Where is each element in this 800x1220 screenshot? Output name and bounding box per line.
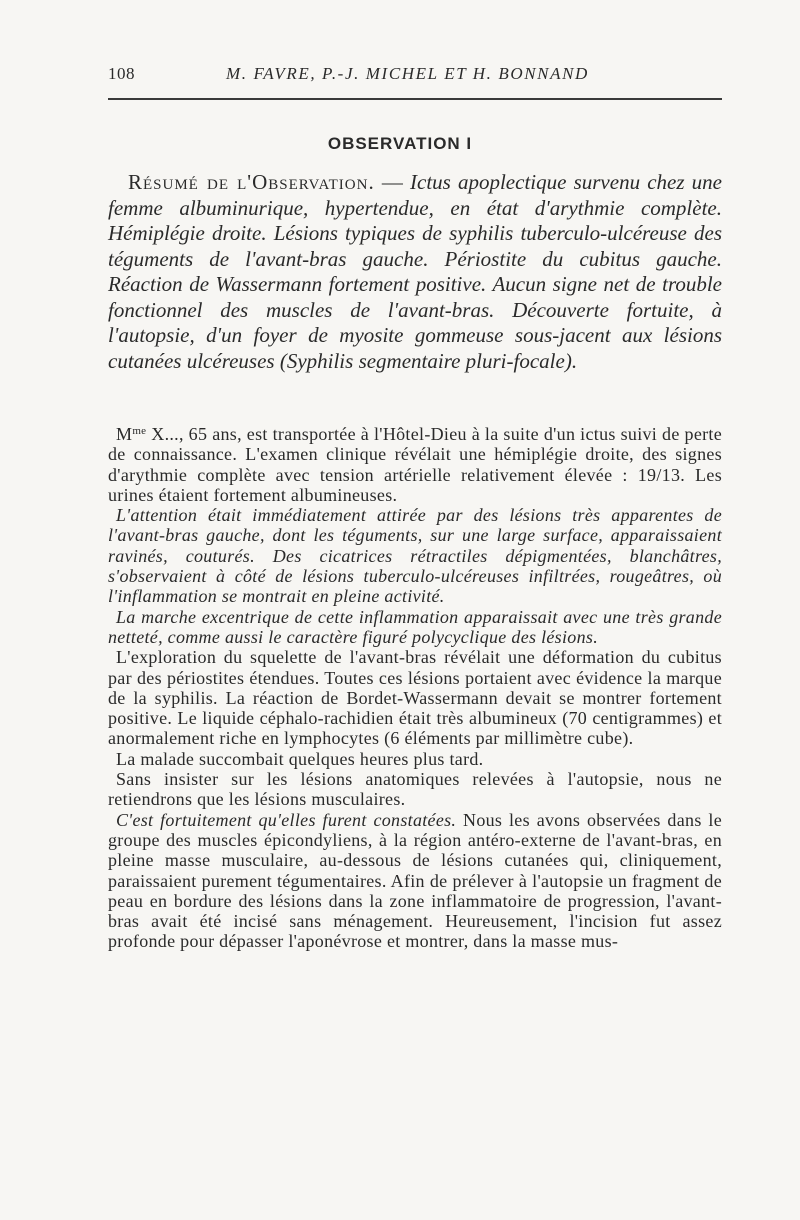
- paragraph-patient-prefix: M: [116, 424, 133, 444]
- paragraph-death: La malade succombait quelques heures plus tard.: [116, 748, 484, 769]
- paragraph-inflammation: La marche excentrique de cette inflammation apparaissait avec une très grande netteté, comme aussi le caractère figuré polycyclique des lésions.: [108, 606, 722, 647]
- summary-paragraph: [108, 170, 722, 374]
- header-rule: [108, 98, 722, 100]
- running-head-authors: M. FAVRE, P.-J. MICHEL ET H. BONNAND: [226, 64, 589, 83]
- observation-summary: [108, 170, 722, 374]
- paragraph-autopsy: Sans insister sur les lésions anatomiques relevées à l'autopsie, nous ne retiendrons que les lésions musculaires.: [108, 769, 722, 810]
- paragraph-muscle-lead: C'est fortuitement qu'elles furent constatées.: [116, 809, 457, 830]
- paragraph-muscle-text: Nous les avons observées dans le groupe des muscles épicondyliens, à la région antéro-externe de l'avant-bras, en pleine masse musculaire, au-dessous de lésions cutanées qui, cliniquement, paraissaient purement tégumentaires. Afin de prélever à l'autopsie un fragment de peau en bordure des lésions dans la zone inflammatoire de progression, l'avant-bras avait été incisé sans ménagement. Heureusement, l'incision fut assez profonde pour dépasser l'aponévrose et montrer, dans la masse mus-: [108, 809, 722, 952]
- observation-title: OBSERVATION I: [327, 134, 473, 153]
- paragraph-patient-superscript: me: [132, 425, 147, 437]
- summary-dash: —: [374, 170, 410, 194]
- summary-label: Résumé de l'Observation.: [128, 170, 375, 194]
- page-number: 108: [108, 64, 135, 83]
- summary-text: Ictus apoplectique survenu chez une femme albuminurique, hypertendue, en état d'arythmie complète. Hémiplégie droite. Lésions typiques de syphilis tuberculo-ulcéreuse des téguments de l'avant-bras gauche. Périostite du cubitus gauche. Réaction de Wassermann fortement positive. Aucun signe net de trouble fonctionnel des muscles de l'avant-bras. Découverte fortuite, à l'autopsie, d'un foyer de myosite gommeuse sous-jacent aux lésions cutanées ulcéreuses (Syphilis segmentaire pluri-focale).: [108, 170, 722, 373]
- paragraph-patient: [108, 424, 722, 505]
- paragraph-forearm-lesions: L'attention était immédiatement attirée par des lésions très apparentes de l'avant-bras gauche, dont les téguments, sur une large surface, apparaissaient ravinés, couturés. Des cicatrices rétractiles dépigmentées, blanchâtres, s'observaient à côté de lésions tuberculo-ulcéreuses infiltrées, rougeâtres, où l'inflammation se montrait en pleine activité.: [108, 505, 722, 607]
- paragraph-skeleton: L'exploration du squelette de l'avant-bras révélait une déformation du cubitus par des périostites étendues. Toutes ces lésions portaient avec évidence la marque de la syphilis. La réaction de Bordet-Wassermann devait se montrer fortement positive. Le liquide céphalo-rachidien était très albumineux (70 centigrammes) et anormalement riche en lymphocytes (6 éléments par millimètre cube).: [108, 647, 722, 749]
- running-head: [108, 60, 720, 88]
- paragraph-muscle-lesions: [108, 810, 722, 952]
- observation-body: [108, 424, 722, 952]
- paragraph-patient-text: X..., 65 ans, est transportée à l'Hôtel-Dieu à la suite d'un ictus suivi de perte de connaissance. L'examen clinique révélait une hémiplégie droite, des signes d'arythmie complète avec tension artérielle relativement élevée : 19/13. Les urines étaient fortement albumineuses.: [108, 424, 722, 505]
